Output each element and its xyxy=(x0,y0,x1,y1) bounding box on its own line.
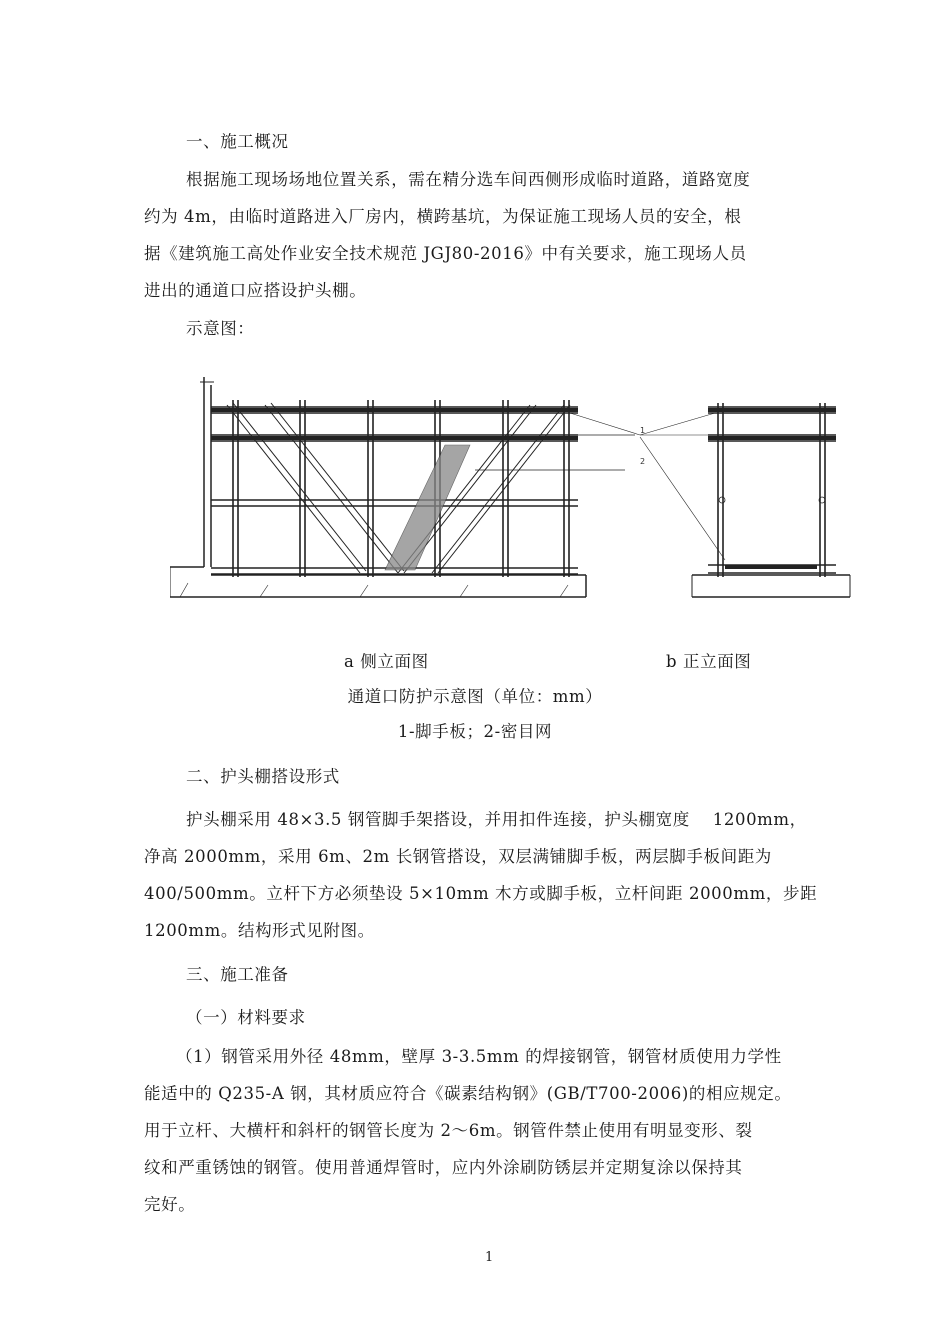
page-number: 1 xyxy=(485,1250,494,1265)
paragraph-line: 纹和严重锈蚀的钢管。使用普通焊管时，应内外涂刷防锈层并定期复涂以保持其 xyxy=(144,1158,743,1177)
paragraph-line: 护头棚采用 48×3.5 钢管脚手架搭设，并用扣件连接，护头棚宽度 1200mm， xyxy=(186,810,807,829)
subsection-title: （一）材料要求 xyxy=(186,1008,306,1027)
paragraph-line: 1200mm。结构形式见附图。 xyxy=(144,921,375,940)
side-elevation xyxy=(170,377,640,597)
paragraph-line: 进出的通道口应搭设护头棚。 xyxy=(144,281,367,300)
scaffold-diagram xyxy=(170,365,860,605)
paragraph-line: 据《建筑施工高处作业安全技术规范 JGJ80-2016》中有关要求，施工现场人员 xyxy=(144,244,747,263)
front-elevation xyxy=(640,403,850,597)
paragraph-line: 根据施工现场场地位置关系，需在精分选车间西侧形成临时道路，道路宽度 xyxy=(186,170,751,189)
section-1-title: 一、施工概况 xyxy=(186,132,289,151)
paragraph-line: （1）钢管采用外径 48mm，壁厚 3-3.5mm 的焊接钢管，钢管材质使用力学性 xyxy=(176,1047,782,1066)
figure-title: 通道口防护示意图（单位：mm） xyxy=(347,687,603,706)
section-2-title: 二、护头棚搭设形式 xyxy=(186,767,340,786)
figure-caption-b: b 正立面图 xyxy=(666,652,752,671)
figure-caption-a: a 侧立面图 xyxy=(344,652,429,671)
paragraph-line: 用于立杆、大横杆和斜杆的钢管长度为 2～6m。钢管件禁止使用有明显变形、裂 xyxy=(144,1121,753,1140)
label-2: 2 xyxy=(640,457,646,466)
paragraph-line: 净高 2000mm，采用 6m、2m 长钢管搭设，双层满铺脚手板，两层脚手板间距为 xyxy=(144,847,772,866)
paragraph-line: 完好。 xyxy=(144,1195,196,1214)
label-1: 1 xyxy=(640,426,646,435)
paragraph-line: 能适中的 Q235-A 钢，其材质应符合《碳素结构钢》(GB/T700-2006)的相应规定。 xyxy=(144,1084,792,1103)
section-3-title: 三、施工准备 xyxy=(186,965,289,984)
paragraph-line: 约为 4m，由临时道路进入厂房内，横跨基坑，为保证施工现场人员的安全，根 xyxy=(144,207,742,226)
figure-legend: 1-脚手板；2-密目网 xyxy=(397,722,553,741)
diagram-label: 示意图： xyxy=(186,319,255,338)
paragraph-line: 400/500mm。立杆下方必须垫设 5×10mm 木方或脚手板，立杆间距 2000mm，步距 xyxy=(144,884,818,903)
